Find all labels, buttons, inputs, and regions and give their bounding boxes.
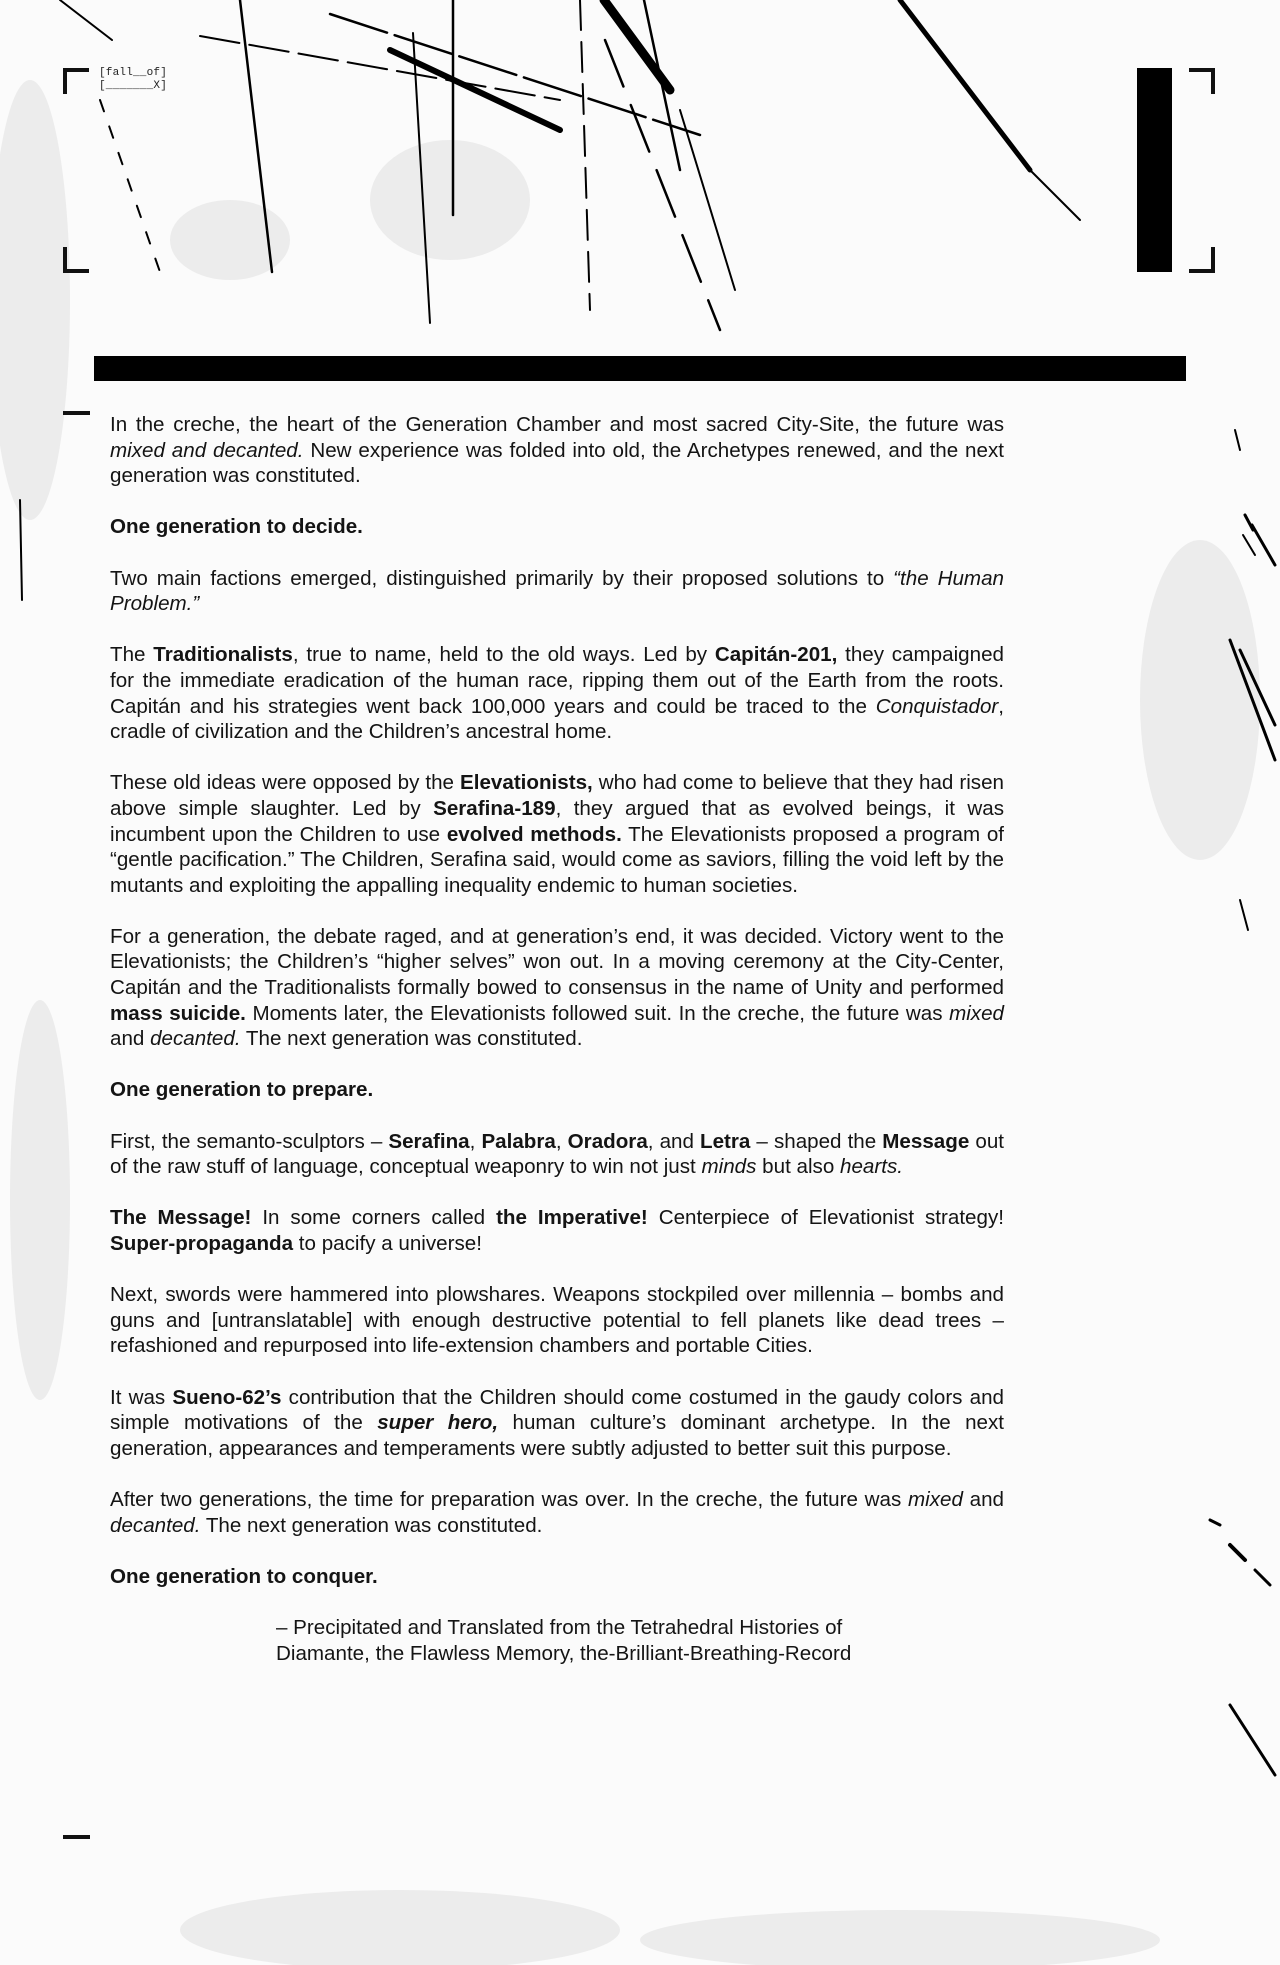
- paragraph-traditionalists: The Traditionalists, true to name, held to the old ways. Led by Capitán-201, they campaigned for the immediate eradication of the human race, ripping them out of the Earth from the roots. Capitán and his strategies went back 100,000 years and could be traced to the Conquistador, cradle of civilization and the Children’s ancestral home.: [110, 643, 1004, 744]
- series-tag-line-1: [fall__of]: [99, 67, 168, 79]
- heading-decide: One generation to decide.: [110, 515, 363, 539]
- paragraph-factions: Two main factions emerged, distinguished primarily by their proposed solutions to “the Human Problem.”: [110, 566, 1004, 616]
- attribution-line-1: – Precipitated and Translated from the Tetrahedral Histories of: [276, 1615, 843, 1639]
- paragraph-intro: In the creche, the heart of the Generation Chamber and most sacred City-Site, the future was mixed and decanted. New experience was folded into old, the Archetypes renewed, and the next generation was constituted.: [110, 413, 1004, 488]
- corner-bracket-top-right: [1189, 68, 1215, 94]
- paragraph-plowshares: Next, swords were hammered into plowshares. Weapons stockpiled over millennia – bombs and guns and [untranslatable] with enough destructive potential to fell planets like dead trees – refashioned and repurposed into life-extension chambers and portable Cities.: [110, 1283, 1004, 1358]
- series-tag-line-2: [_______X]: [99, 80, 168, 92]
- paragraph-super-hero: It was Sueno-62’s contribution that the Children should come costumed in the gaudy colors and simple motivations of the super hero, human culture’s dominant archetype. In the next generation, appearances and temperaments were subtly adjusted to better suit this purpose.: [110, 1385, 1005, 1460]
- paragraph-debate: For a generation, the debate raged, and at generation’s end, it was decided. Victory went to the Elevationists; the Children’s “higher selves” won out. In a moving ceremony at the City-Center, Capitán and the Traditionalists formally bowed to consensus in the name of Unity and performed mass suicide. Moments later, the Elevationists followed suit. In the creche, the future was mixed and decanted. The next generation was constituted.: [110, 924, 1005, 1051]
- vertical-black-bar: [1137, 68, 1172, 272]
- series-tag: [99, 67, 167, 93]
- margin-tick-top: [63, 411, 90, 415]
- corner-bracket-bottom-right: [1189, 247, 1215, 273]
- margin-tick-bottom: [63, 1835, 90, 1839]
- corner-bracket-top-left: [63, 68, 89, 94]
- paragraph-message: The Message! In some corners called the Imperative! Centerpiece of Elevationist strategy! Super-propaganda to pacify a universe!: [110, 1206, 1004, 1255]
- heading-conquer: One generation to conquer.: [110, 1564, 378, 1588]
- corner-bracket-bottom-left: [63, 247, 89, 273]
- horizontal-black-bar: [94, 356, 1186, 381]
- article-body: [110, 412, 1004, 1666]
- paragraph-elevationists: These old ideas were opposed by the Elevationists, who had come to believe that they had risen above simple slaughter. Led by Serafina-189, they argued that as evolved beings, it was incumbent upon the Children to use evolved methods. The Elevationists proposed a program of “gentle pacification.” The Children, Serafina said, would come as saviors, filling the void left by the mutants and exploiting the appalling inequality endemic to human societies.: [110, 771, 1005, 897]
- attribution: [276, 1615, 1004, 1666]
- attribution-line-2: Diamante, the Flawless Memory, the-Brilliant-Breathing-Record: [276, 1641, 852, 1665]
- heading-prepare: One generation to prepare.: [110, 1078, 374, 1102]
- paragraph-semanto-sculptors: First, the semanto-sculptors – Serafina, Palabra, Oradora, and Letra – shaped the Message out of the raw stuff of language, conceptual weaponry to win not just minds but also hearts.: [110, 1129, 1004, 1179]
- paragraph-two-generations: After two generations, the time for preparation was over. In the creche, the future was mixed and decanted. The next generation was constituted.: [110, 1487, 1004, 1537]
